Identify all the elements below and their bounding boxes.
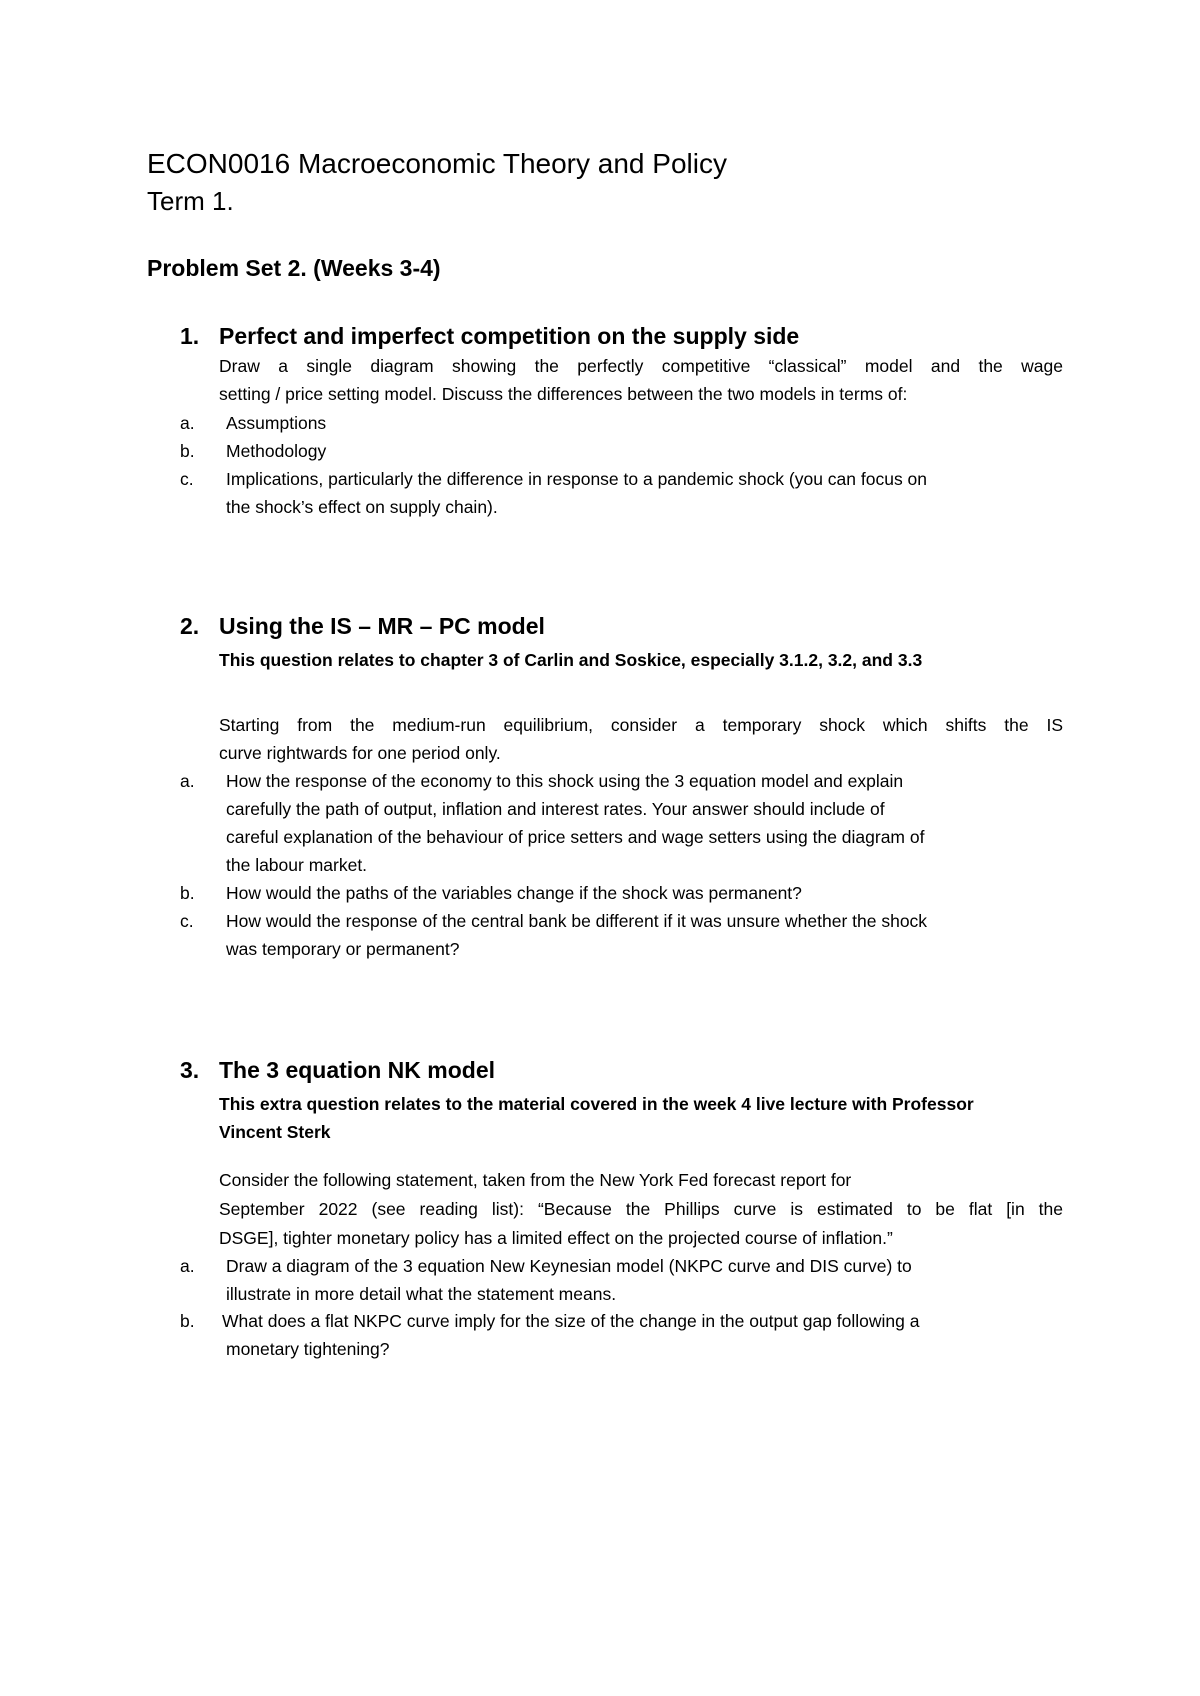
question-heading: Using the IS – MR – PC model	[219, 613, 545, 639]
item-text: Assumptions	[226, 413, 327, 433]
item-text: Draw a diagram of the 3 equation New Keynesian model (NKPC curve and DIS curve) to	[226, 1256, 912, 1276]
question-heading: The 3 equation NK model	[219, 1057, 496, 1083]
item-text: How would the paths of the variables change if the shock was permanent?	[226, 883, 802, 903]
question-subheading: Vincent Sterk	[219, 1122, 331, 1142]
question-text-line: setting / price setting model. Discuss the differences between the two models in terms of:	[219, 384, 908, 404]
course-title: ECON0016 Macroeconomic Theory and Policy	[147, 148, 727, 179]
question-subheading: This extra question relates to the material covered in the week 4 live lecture with Professor	[219, 1094, 974, 1114]
question-text-line: September 2022 (see reading list): “Because the Phillips curve is estimated to be flat [in the	[219, 1199, 1063, 1219]
problem-set-title: Problem Set 2. (Weeks 3-4)	[147, 255, 441, 281]
question-text-line: Starting from the medium-run equilibrium, consider a temporary shock which shifts the IS	[219, 715, 1063, 735]
question-heading: Perfect and imperfect competition on the supply side	[219, 323, 800, 349]
item-text: illustrate in more detail what the statement means.	[226, 1284, 617, 1304]
item-marker: c.	[180, 469, 194, 489]
question-text-line: Consider the following statement, taken from the New York Fed forecast report for	[219, 1170, 852, 1190]
item-text: What does a flat NKPC curve imply for the size of the change in the output gap following a	[222, 1311, 920, 1331]
question-text-line: DSGE], tighter monetary policy has a limited effect on the projected course of inflation.”	[219, 1228, 893, 1248]
question-text-line: Draw a single diagram showing the perfectly competitive “classical” model and the wage	[219, 356, 1063, 376]
item-marker: b.	[180, 441, 195, 461]
question-number: 3.	[180, 1057, 200, 1083]
item-marker: a.	[180, 1256, 195, 1276]
item-marker: b.	[180, 1311, 195, 1331]
term-label: Term 1.	[147, 186, 234, 216]
item-text: careful explanation of the behaviour of price setters and wage setters using the diagram of	[226, 827, 925, 847]
question-number: 2.	[180, 613, 200, 639]
question-text-line: curve rightwards for one period only.	[219, 743, 501, 763]
item-text: was temporary or permanent?	[226, 939, 460, 959]
item-text: How would the response of the central bank be different if it was unsure whether the shock	[226, 911, 928, 931]
item-text: monetary tightening?	[226, 1339, 390, 1359]
item-text: Implications, particularly the difference in response to a pandemic shock (you can focus on	[226, 469, 928, 489]
item-marker: a.	[180, 771, 195, 791]
question-subheading: This question relates to chapter 3 of Carlin and Soskice, especially 3.1.2, 3.2, and 3.3	[219, 650, 923, 670]
item-text: How the response of the economy to this shock using the 3 equation model and explain	[226, 771, 904, 791]
item-marker: b.	[180, 883, 195, 903]
item-text: the shock’s effect on supply chain).	[226, 497, 498, 517]
question-number: 1.	[180, 323, 200, 349]
item-marker: a.	[180, 413, 195, 433]
item-text: the labour market.	[226, 855, 368, 875]
item-text: Methodology	[226, 441, 327, 461]
item-text: carefully the path of output, inflation and interest rates. Your answer should include of	[226, 799, 885, 819]
item-marker: c.	[180, 911, 194, 931]
